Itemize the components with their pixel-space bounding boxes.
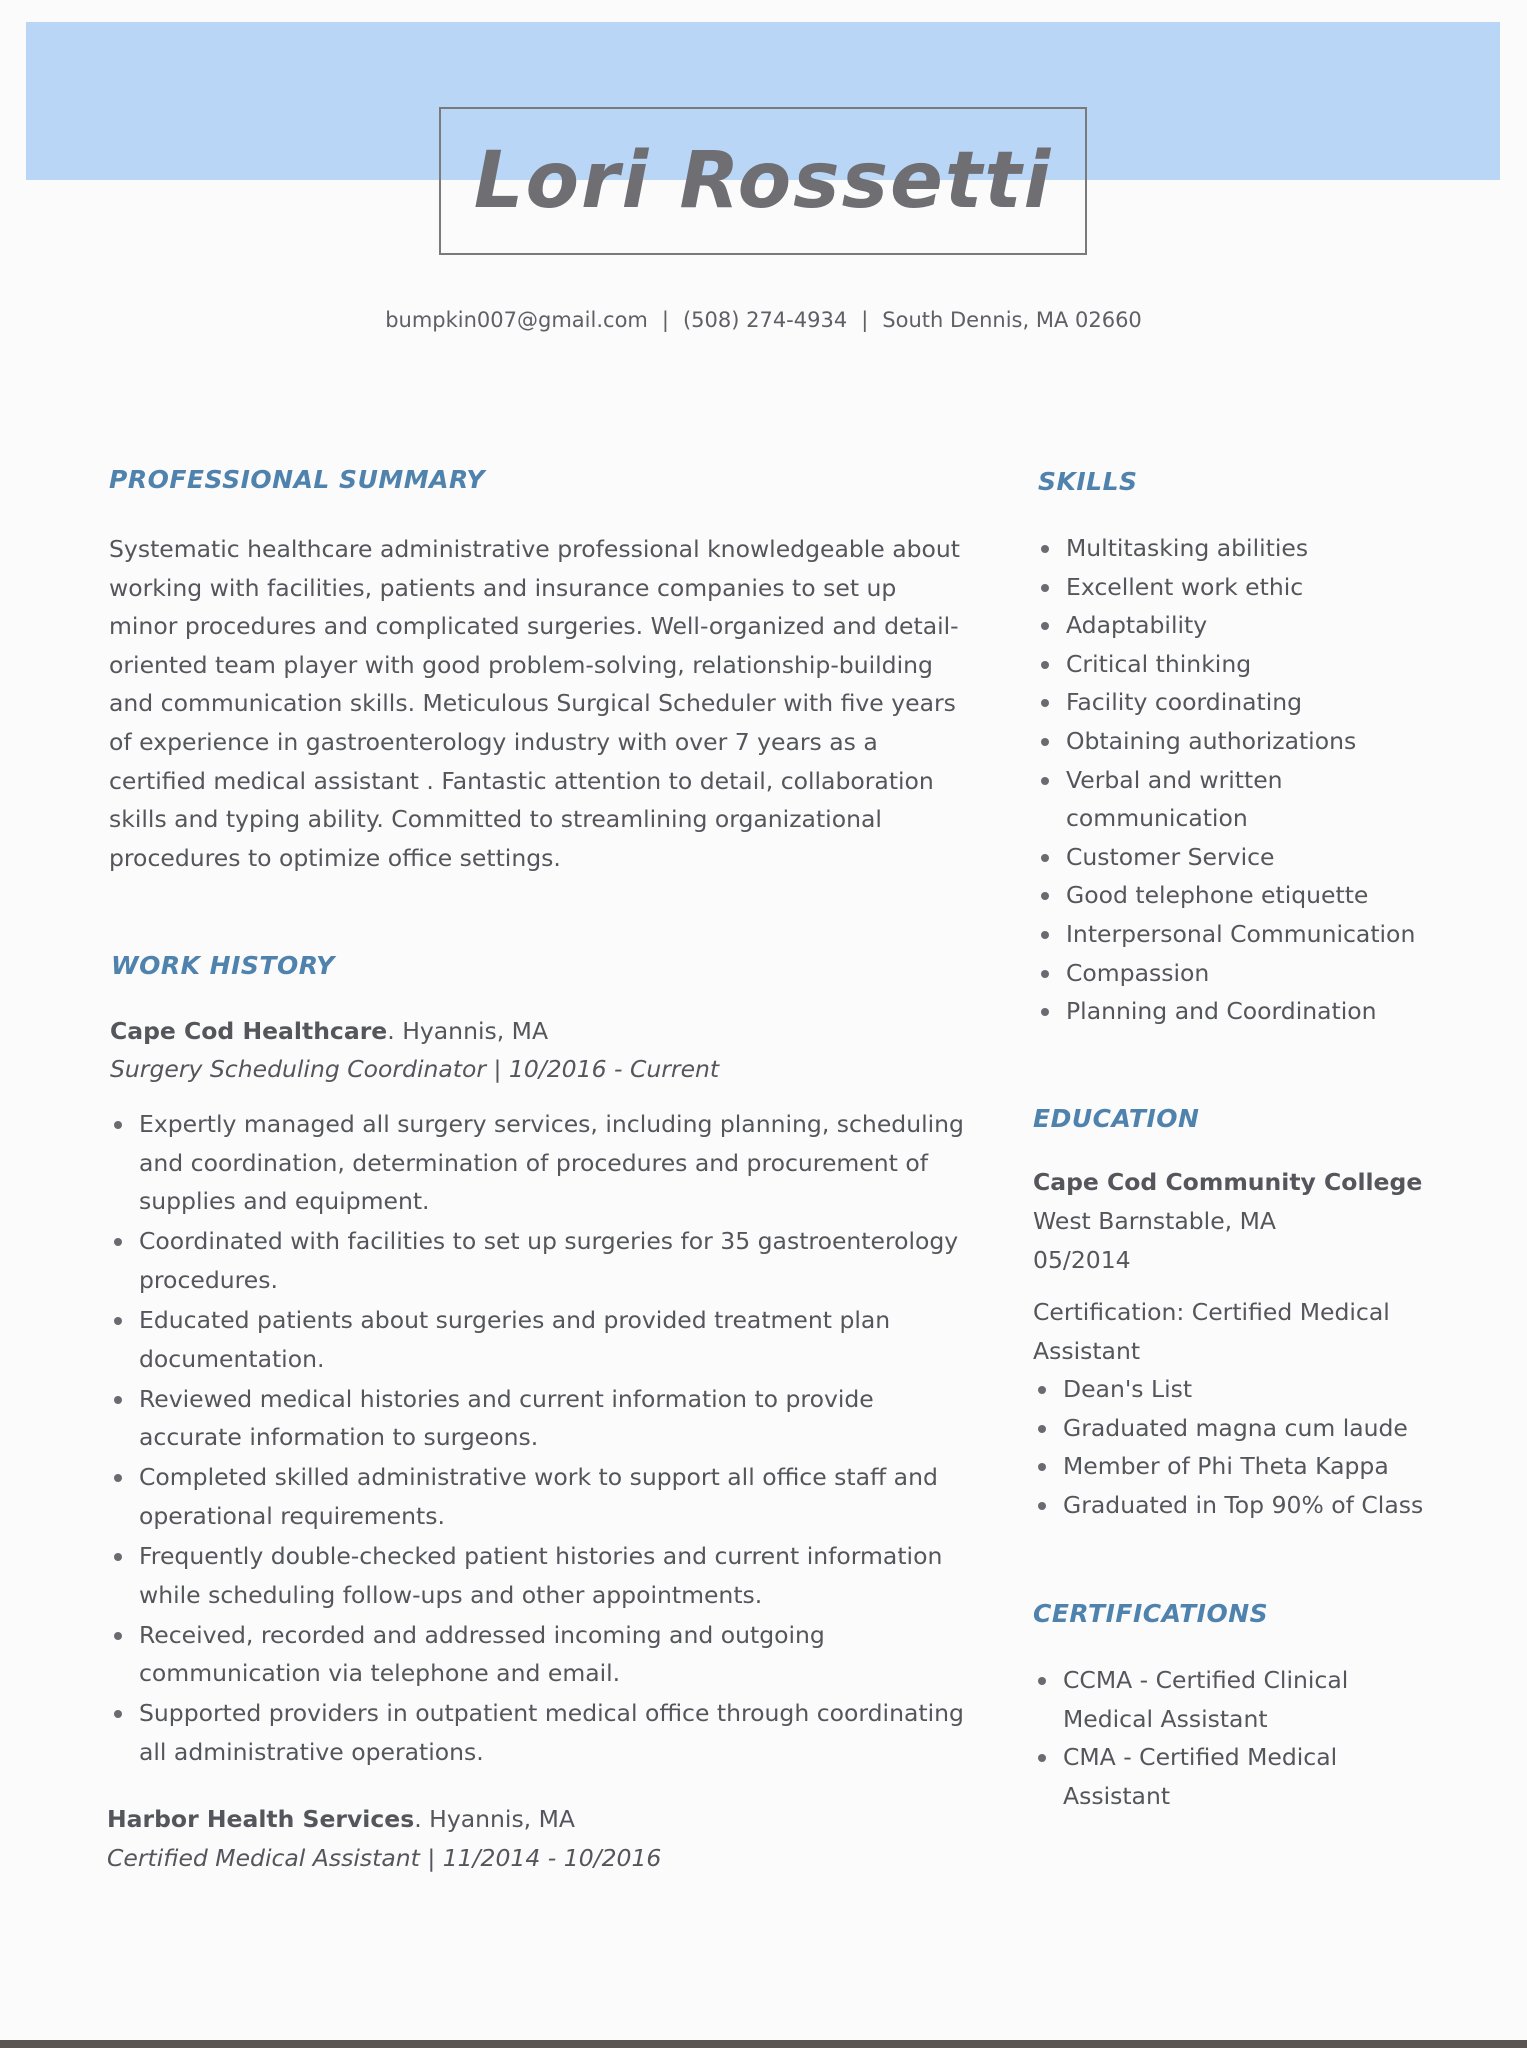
list-item: Graduated magna cum laude	[1033, 1409, 1483, 1448]
education-location: West Barnstable, MA	[1033, 1207, 1276, 1235]
list-item: Completed skilled administrative work to support all office staff and operational requirements.	[109, 1458, 969, 1535]
list-item: Reviewed medical histories and current information to provide accurate information to surgeons.	[109, 1380, 969, 1457]
work-history-heading: WORK HISTORY	[111, 951, 335, 980]
list-item: Customer Service	[1036, 838, 1476, 877]
education-school: Cape Cod Community College	[1033, 1168, 1423, 1196]
education-certification: Certification: Certified Medical Assistant	[1033, 1298, 1390, 1365]
list-item: Coordinated with facilities to set up surgeries for 35 gastroenterology procedures.	[109, 1222, 969, 1299]
list-item: Facility coordinating	[1036, 683, 1476, 722]
candidate-name: Lori Rossetti	[473, 136, 1053, 226]
list-item: Dean's List	[1033, 1370, 1483, 1409]
list-item: Educated patients about surgeries and provided treatment plan documentation.	[109, 1301, 969, 1378]
summary-text: Systematic healthcare administrative professional knowledgeable about working with facilities, patients and insurance companies to set up minor procedures and complicated surgeries. Well-organized and detail-oriented team player with good problem-solving, relationship-building and communication skills. Meticulous Surgical Scheduler with five years of experience in gastroenterology industry with over 7 years as a certified medical assistant . Fantastic attention to detail, collaboration skills and typing ability. Committed to streamlining organizational procedures to optimize office settings.	[109, 535, 961, 872]
job-location: . Hyannis, MA	[414, 1805, 575, 1833]
list-item: Member of Phi Theta Kappa	[1033, 1447, 1483, 1486]
list-item: Critical thinking	[1036, 645, 1476, 684]
list-item: Received, recorded and addressed incoming and outgoing communication via telephone and email.	[109, 1616, 969, 1693]
job-title-line: Certified Medical Assistant | 11/2014 - 10/2016	[107, 1844, 662, 1872]
contact-location: South Dennis, MA 02660	[882, 308, 1142, 332]
certifications-list	[1033, 1661, 1453, 1815]
education-date: 05/2014	[1033, 1245, 1131, 1274]
list-item: CCMA - Certified Clinical Medical Assistant	[1033, 1661, 1353, 1738]
summary-heading: PROFESSIONAL SUMMARY	[109, 465, 486, 494]
list-item: Frequently double-checked patient histories and current information while scheduling follow-ups and other appointments.	[109, 1537, 969, 1614]
list-item: Graduated in Top 90% of Class	[1033, 1486, 1483, 1525]
contact-separator: |	[861, 308, 869, 332]
job-location: . Hyannis, MA	[387, 1017, 549, 1045]
education-heading: EDUCATION	[1033, 1104, 1200, 1133]
job-duties-list	[109, 1105, 969, 1773]
contact-phone: (508) 274-4934	[682, 308, 848, 332]
list-item: Good telephone etiquette	[1036, 876, 1476, 915]
list-item: Multitasking abilities	[1036, 529, 1476, 568]
certifications-heading: CERTIFICATIONS	[1033, 1599, 1269, 1628]
contact-email: bumpkin007@gmail.com	[385, 308, 648, 332]
job-company-line	[110, 1017, 548, 1045]
skills-heading: SKILLS	[1038, 467, 1138, 496]
list-item: Excellent work ethic	[1036, 568, 1476, 607]
job-company: Cape Cod Healthcare	[110, 1017, 388, 1045]
education-honors-list	[1033, 1370, 1483, 1524]
list-item: CMA - Certified Medical Assistant	[1033, 1738, 1343, 1815]
list-item: Verbal and written communication	[1036, 761, 1296, 838]
skills-list	[1036, 529, 1476, 1031]
education-info	[1033, 1202, 1453, 1279]
list-item: Supported providers in outpatient medical office through coordinating all administrative operations.	[109, 1694, 969, 1771]
list-item: Compassion	[1036, 954, 1476, 993]
job-company-line	[107, 1805, 575, 1833]
list-item: Planning and Coordination	[1036, 992, 1476, 1031]
list-item: Expertly managed all surgery services, including planning, scheduling and coordination, determination of procedures and procurement of supplies and equipment.	[109, 1105, 969, 1221]
job-title-line: Surgery Scheduling Coordinator | 10/2016 - Current	[110, 1055, 720, 1083]
job-company: Harbor Health Services	[107, 1805, 415, 1833]
contact-separator: |	[661, 308, 669, 332]
list-item: Obtaining authorizations	[1036, 722, 1476, 761]
contact-line	[0, 308, 1527, 332]
name-box	[439, 107, 1087, 255]
list-item: Adaptability	[1036, 606, 1476, 645]
list-item: Interpersonal Communication	[1036, 915, 1476, 954]
